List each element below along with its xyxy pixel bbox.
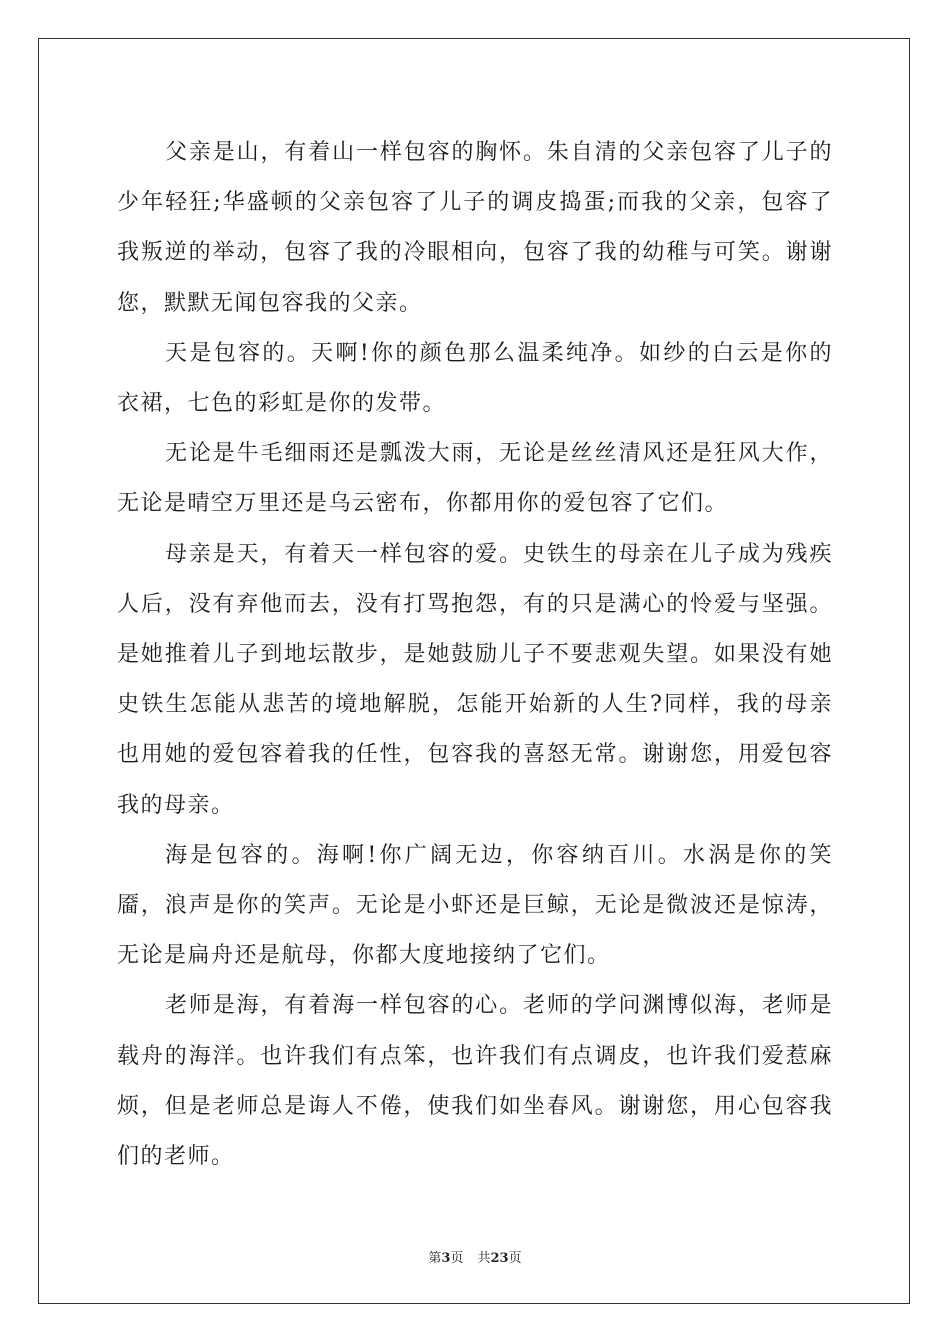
page-current-number: 3	[441, 1251, 451, 1266]
paragraph-teacher: 老师是海，有着海一样包容的心。老师的学问渊博似海，老师是载舟的海洋。也许我们有点笨，也许我们有点调皮，也许我们爱惹麻烦，但是老师总是诲人不倦，使我们如坐春风。谢谢您，用心包容我们的老师。	[117, 993, 833, 1170]
document-body	[117, 128, 833, 1182]
total-prefix: 共	[477, 1251, 491, 1266]
paragraph-sea: 海是包容的。海啊!你广阔无边，你容纳百川。水涡是你的笑靥，浪声是你的笑声。无论是小虾还是巨鲸，无论是微波还是惊涛，无论是扁舟还是航母，你都大度地接纳了它们。	[117, 842, 833, 969]
page-suffix: 页	[450, 1251, 464, 1266]
paragraph-mother: 母亲是天，有着天一样包容的爱。史铁生的母亲在儿子成为残疾人后，没有弃他而去，没有打骂抱怨，有的只是满心的怜爱与坚强。是她推着儿子到地坛散步，是她鼓励儿子不要悲观失望。如果没有她史铁生怎能从悲苦的境地解脱，怎能开始新的人生?同样，我的母亲也用她的爱包容着我的任性，包容我的喜怒无常。谢谢您，用爱包容我的母亲。	[117, 541, 833, 818]
total-suffix: 页	[508, 1251, 522, 1266]
paragraph-sky: 天是包容的。天啊!你的颜色那么温柔纯净。如纱的白云是你的衣裙，七色的彩虹是你的发带。	[117, 340, 833, 417]
paragraph-rain-wind: 无论是牛毛细雨还是瓢泼大雨，无论是丝丝清风还是狂风大作，无论是晴空万里还是乌云密布，你都用你的爱包容了它们。	[117, 441, 833, 517]
page-total-number: 23	[490, 1251, 509, 1266]
page-footer	[0, 1247, 950, 1266]
page-prefix: 第	[428, 1251, 442, 1266]
paragraph-father: 父亲是山，有着山一样包容的胸怀。朱自清的父亲包容了儿子的少年轻狂;华盛顿的父亲包容了儿子的调皮捣蛋;而我的父亲，包容了我叛逆的举动，包容了我的冷眼相向，包容了我的幼稚与可笑。谢谢您，默默无闻包容我的父亲。	[117, 140, 833, 316]
